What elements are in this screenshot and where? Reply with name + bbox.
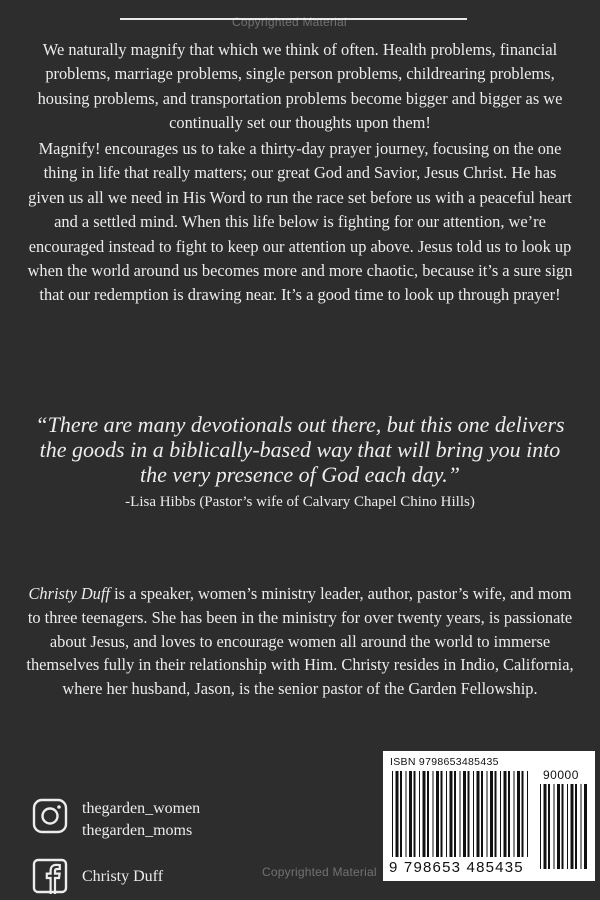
- facebook-name[interactable]: Christy Duff: [82, 868, 164, 885]
- barcode-bar: [481, 771, 483, 857]
- barcode-bar: [433, 771, 434, 857]
- barcode-bar: [463, 771, 466, 857]
- endorsement-quote: “There are many devotionals out there, but this one delivers the goods in a biblically-based way that will bring you into the very presence of God each day.”: [35, 412, 565, 487]
- author-name: Christy Duff: [28, 584, 110, 603]
- barcode-bar: [450, 771, 453, 857]
- barcode-bar: [427, 771, 429, 857]
- intro-paragraph: We naturally magnify that which we think of often. Health problems, financial problems, marriage problems, single person problems, childrearing problems, housing problems, and transportation problems become bigger and bigger as we continually set our thoughts upon them!: [37, 40, 563, 133]
- barcode-bar: [581, 784, 582, 869]
- isbn-digits: 9 798653 485435: [389, 859, 524, 876]
- barcode-bar: [517, 771, 520, 857]
- author-bio-text: is a speaker, women’s ministry leader, author, pastor’s wife, and mom to three teenagers. She has been in the ministry for over twenty years, is passionate about Jesus, and loves to encourage women all around the world to immerse themselves fully in their relationship with Him. Christy resides in Indio, California, where her husband, Jason, is the senior pastor of the Garden Fellowship.: [26, 584, 574, 699]
- barcode-bar: [584, 784, 587, 869]
- barcode-bar: [514, 771, 515, 857]
- barcode-bar: [423, 771, 426, 857]
- description-paragraph: Magnify! encourages us to take a thirty-day prayer journey, focusing on the one thing in life that really matters; our great God and Savior, Jesus Christ. He has given us all we need in His Word to run the race set before us with a peaceful heart and a settled mind. When this life below is fighting for our attention, we’re encouraged instead to fight to keep our attention up above. Jesus told us to look up when the world around us becomes more and more chaotic, because it’s a sure sign that our redemption is drawing near. It’s a good time to look up through prayer!: [27, 139, 573, 305]
- barcode-bar: [446, 771, 447, 857]
- barcode-bar: [396, 771, 399, 857]
- barcode-bar: [460, 771, 461, 857]
- barcode-bar: [508, 771, 510, 857]
- barcode-bar: [548, 784, 550, 869]
- barcode-bar: [562, 784, 564, 869]
- watermark-bottom: Copyrighted Material: [262, 865, 377, 879]
- barcode-bar: [527, 771, 528, 857]
- barcode-bar: [392, 771, 393, 857]
- barcode-bar: [468, 771, 470, 857]
- barcode-bar: [504, 771, 507, 857]
- price-addon-label: 90000: [543, 768, 579, 782]
- barcode-bar: [409, 771, 412, 857]
- barcode-bar: [540, 784, 541, 869]
- barcode-bar: [454, 771, 456, 857]
- instagram-icon: [32, 798, 68, 834]
- barcode-bar: [477, 771, 480, 857]
- watermark-top: Copyrighted Material: [232, 15, 347, 29]
- barcode-bar: [495, 771, 497, 857]
- isbn-label: ISBN 9798653485435: [390, 756, 499, 768]
- barcode-bar: [441, 771, 443, 857]
- barcode-bar: [406, 771, 407, 857]
- barcode-bar: [557, 784, 560, 869]
- barcode-bar: [400, 771, 402, 857]
- facebook-icon: [32, 858, 68, 894]
- barcode-bar: [419, 771, 420, 857]
- barcode-bar: [522, 771, 524, 857]
- barcode-bar: [575, 784, 577, 869]
- instagram-handle-women[interactable]: thegarden_women: [82, 800, 201, 817]
- barcode-bar: [487, 771, 488, 857]
- barcode-bar: [436, 771, 439, 857]
- barcode-bar: [500, 771, 501, 857]
- barcode-bar: [414, 771, 416, 857]
- barcode-bar: [473, 771, 474, 857]
- barcode-bar: [554, 784, 555, 869]
- barcode-bar: [544, 784, 547, 869]
- barcode-bar: [490, 771, 493, 857]
- isbn-barcode: [383, 751, 595, 881]
- barcode-bar: [567, 784, 568, 869]
- barcode-bar: [571, 784, 574, 869]
- instagram-handle-moms[interactable]: thegarden_moms: [82, 822, 193, 839]
- author-bio: [22, 582, 578, 701]
- endorsement-attribution: -Lisa Hibbs (Pastor’s wife of Calvary Chapel Chino Hills): [125, 494, 475, 510]
